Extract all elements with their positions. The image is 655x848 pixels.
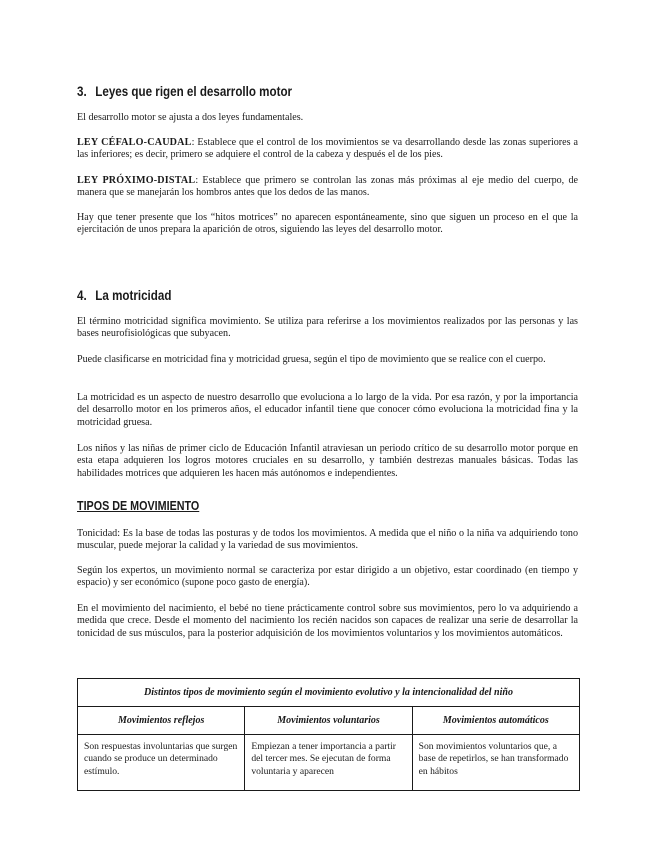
section-4-number: 4.	[77, 288, 87, 303]
law-proximo-distal-text: : Establece que primero se controlan las zonas más próximas al eje medio del cuerpo, de manera que se manejarán los hombros antes que los dedos de las manos.	[77, 175, 578, 199]
section-3-heading	[77, 84, 508, 99]
tipos-movimiento-heading: TIPOS DE MOVIMIENTO	[77, 499, 200, 513]
table-header-automaticos: Movimientos automáticos	[412, 707, 579, 735]
movement-types-table	[77, 678, 580, 791]
table-cell-voluntarios: Empiezan a tener importancia a partir del tercer mes. Se ejecutan de forma voluntaria y aparecen	[245, 735, 412, 791]
motricidad-paragraph-3: La motricidad es un aspecto de nuestro desarrollo que evoluciona a lo largo de la vida. Por esa razón, y por la importancia del desarrollo motor en los primeros años, el educador infantil tiene que conocer cómo evoluciona la motricidad fina y la motricidad gruesa.	[77, 392, 578, 428]
law-cefalo-caudal	[77, 137, 578, 162]
section-3-title: Leyes que rigen el desarrollo motor	[95, 84, 293, 99]
section-3-intro: El desarrollo motor se ajusta a dos leyes fundamentales.	[77, 112, 304, 123]
table-cell-reflejos: Son respuestas involuntarias que surgen cuando se produce un determinado estímulo.	[78, 735, 245, 791]
tipos-paragraph-3: En el movimiento del nacimiento, el bebé no tiene prácticamente control sobre sus movimientos, pero lo va adquiriendo a medida que crece. Desde el momento del nacimiento los recién nacidos son capaces de realizar una serie de desarrollar la tonicidad de sus músculos, para la posterior adquisición de los movimientos voluntarios y los movimientos automáticos.	[77, 603, 578, 639]
motricidad-paragraph-4: Los niños y las niñas de primer ciclo de Educación Infantil atraviesan un periodo crítico de su desarrollo motor porque en esta etapa adquieren los logros motores cruciales en su desarrollo, y también destrezas manuales básicas. Todas las habilidades motrices que adquieren les hacen más autónomos e independientes.	[77, 443, 578, 479]
section-3-number: 3.	[77, 84, 87, 99]
table-cell-automaticos: Son movimientos voluntarios que, a base de repetirlos, se han transformado en hábitos	[412, 735, 579, 791]
law-proximo-distal	[77, 175, 578, 200]
tipos-paragraph-1: Tonicidad: Es la base de todas las posturas y de todos los movimientos. A medida que el niño o la niña va adquiriendo tono muscular, puede mejorar la calidad y la variedad de sus movimientos.	[77, 528, 578, 552]
tipos-paragraph-2: Según los expertos, un movimiento normal se caracteriza por estar dirigido a un objetivo, estar coordinado (en tiempo y espacio) y ser económico (supone poco gasto de energía).	[77, 565, 578, 589]
section-4-title: La motricidad	[95, 288, 172, 303]
law-cefalo-caudal-text: : Establece que el control de los movimientos se va desarrollando desde las zonas superiores a las inferiores; es decir, primero se adquiere el control de la cabeza y después el de los pies.	[77, 137, 579, 161]
section-3-closing: Hay que tener presente que los “hitos motrices” no aparecen espontáneamente, sino que siguen un proceso en el que la ejercitación de unos prepara la aparición de otros, siguiendo las leyes del desarrollo motor.	[77, 212, 578, 236]
law-cefalo-caudal-label: LEY CÉFALO-CAUDAL	[77, 137, 192, 148]
law-proximo-distal-label: LEY PRÓXIMO-DISTAL	[77, 175, 196, 186]
section-4-heading	[77, 288, 508, 303]
motricidad-paragraph-2: Puede clasificarse en motricidad fina y motricidad gruesa, según el tipo de movimiento que se realice con el cuerpo.	[77, 354, 546, 365]
table-header-reflejos: Movimientos reflejos	[78, 707, 245, 735]
motricidad-paragraph-1: El término motricidad significa movimiento. Se utiliza para referirse a los movimientos realizados por las personas y las bases neurofisiológicas que subyacen.	[77, 316, 578, 340]
table-caption: Distintos tipos de movimiento según el movimiento evolutivo y la intencionalidad del niño	[78, 679, 580, 707]
table-header-voluntarios: Movimientos voluntarios	[245, 707, 412, 735]
